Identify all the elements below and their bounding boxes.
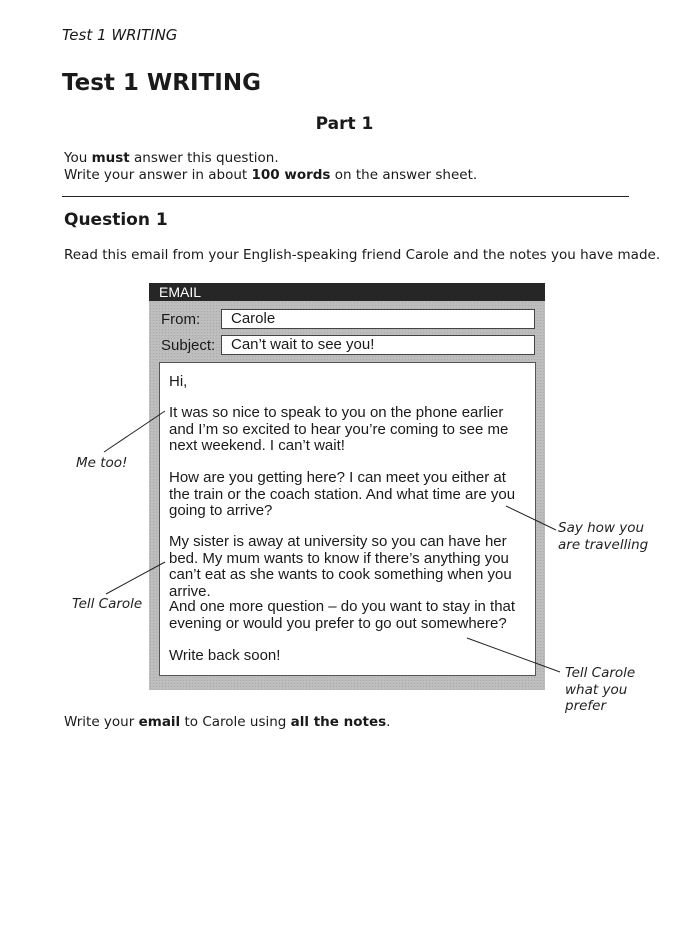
annotation-line-say-how xyxy=(506,506,556,530)
write-text: to Carole using xyxy=(180,714,291,730)
write-emphasis: email xyxy=(138,714,181,730)
annotation-line-tell-carole xyxy=(106,562,165,594)
annotation-line-tell-what xyxy=(467,638,560,672)
instruction-emphasis: must xyxy=(91,150,130,166)
instruction-text: on the answer sheet. xyxy=(330,167,478,183)
instruction-text: answer this question. xyxy=(129,150,279,166)
question-title: Question 1 xyxy=(64,210,168,230)
email-paragraph-1: It was so nice to speak to you on the phone earlier and I’m so excited to hear you’re coming to see me next weekend. I can’t wait! xyxy=(169,404,509,454)
note-tell-carole: Tell Carole xyxy=(72,596,143,612)
note-line: Tell Carole xyxy=(565,665,636,681)
note-line: Say how you xyxy=(558,520,645,536)
part-heading: Part 1 xyxy=(315,114,374,134)
write-text: . xyxy=(386,714,391,730)
note-line: prefer xyxy=(565,698,607,714)
question-prompt: Read this email from your English-speaking friend Carole and the notes you have made. xyxy=(64,247,661,263)
from-label: From: xyxy=(161,311,201,328)
note-line: what you xyxy=(565,681,628,698)
email-greeting: Hi, xyxy=(169,373,188,390)
annotation-line-me-too xyxy=(104,411,165,452)
from-value: Carole xyxy=(231,310,276,327)
note-me-too: Me too! xyxy=(76,455,128,471)
page-title: Test 1 WRITING xyxy=(62,70,261,96)
note-line: are travelling xyxy=(558,536,649,553)
email-paragraph-3: My sister is away at university so you can have her bed. My mum wants to know if there’s anything you can’t eat as she wants to cook something when you arrive. xyxy=(169,533,512,600)
subject-label: Subject: xyxy=(161,337,216,354)
instruction-text: You xyxy=(64,150,92,166)
running-title: Test 1 WRITING xyxy=(62,26,178,44)
write-text: Write your xyxy=(64,714,139,730)
subject-value: Can’t wait to see you! xyxy=(231,336,375,353)
email-paragraph-2: How are you getting here? I can meet you either at the train or the coach station. And what time are you going to arrive? xyxy=(169,469,516,519)
email-signoff: Write back soon! xyxy=(169,647,281,664)
email-paragraph-4: And one more question – do you want to stay in that evening or would you prefer to go out somewhere? xyxy=(169,598,516,632)
write-emphasis: all the notes xyxy=(290,714,387,730)
write-instruction xyxy=(64,714,390,730)
instruction-emphasis: 100 words xyxy=(251,167,331,183)
email-bar-label: EMAIL xyxy=(159,284,202,300)
instruction-text: Write your answer in about xyxy=(64,167,252,183)
